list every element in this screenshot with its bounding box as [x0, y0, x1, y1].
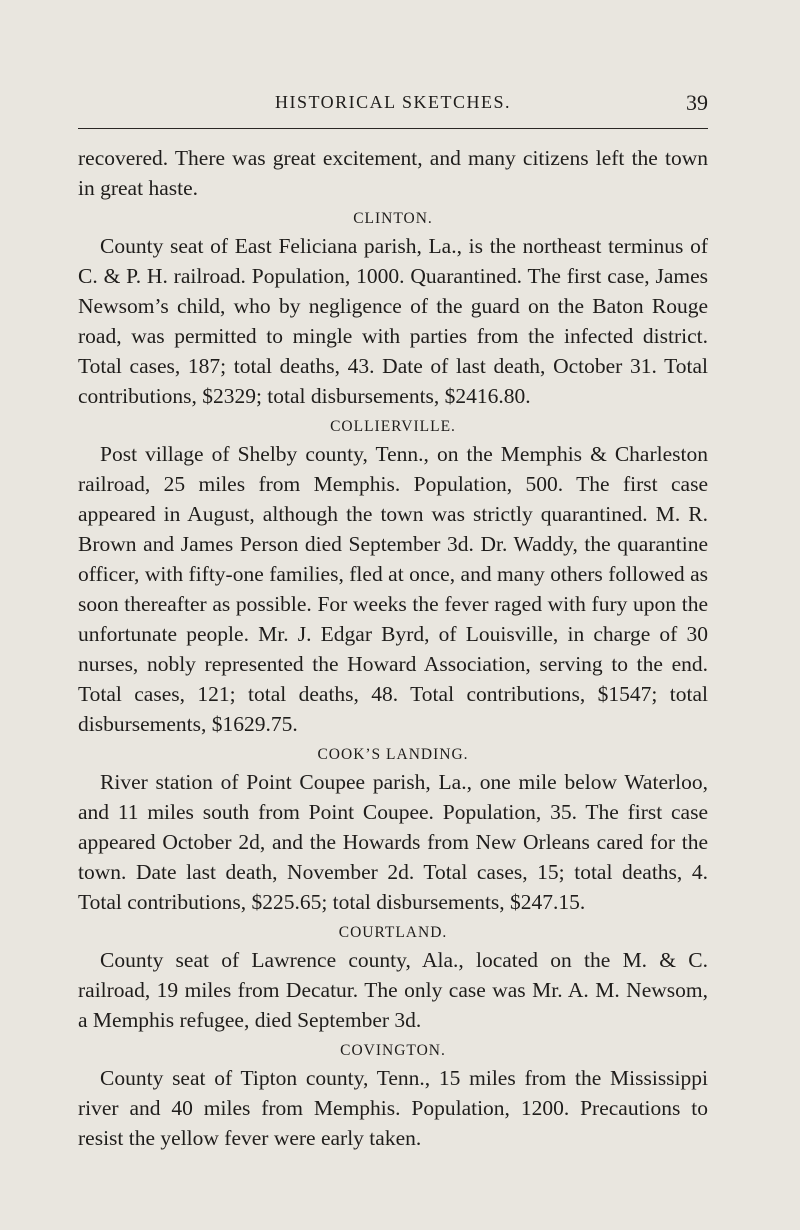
- running-title: HISTORICAL SKETCHES.: [274, 92, 511, 112]
- header-rule: [78, 128, 708, 129]
- section-heading-courtland: COURTLAND.: [338, 924, 448, 941]
- body-text: [78, 143, 708, 1153]
- section-paragraph-courtland: County seat of Lawrence county, Ala., located on the M. & C. railroad, 19 miles from Decatur. The only case was Mr. A. M. Newsom, a Memphis refugee, died September 3d.: [78, 948, 708, 1032]
- section-paragraph-cooks-landing: River station of Point Coupee parish, La., one mile below Waterloo, and 11 miles south from Point Coupee. Population, 35. The first case appeared October 2d, and the Howards from New Orleans cared for the town. Date last death, November 2d. Total cases, 15; total deaths, 4. Total contributions, $225.65; total disbursements, $247.15.: [78, 770, 708, 914]
- section-heading-collierville: COLLIERVILLE.: [330, 418, 456, 435]
- page-number: 39: [686, 90, 708, 115]
- section-paragraph-collierville: Post village of Shelby county, Tenn., on the Memphis & Charleston railroad, 25 miles from Memphis. Population, 500. The first case appeared in August, although the town was strictly quarantined. M. R. Brown and James Person died September 3d. Dr. Waddy, the quarantine officer, with fifty-one families, fled at once, and many others followed as soon thereafter as possible. For weeks the fever raged with fury upon the unfortunate people. Mr. J. Edgar Byrd, of Louisville, in charge of 30 nurses, nobly represented the Howard Association, serving to the end. Total cases, 121; total deaths, 48. Total contributions, $1547; total disbursements, $1629.75.: [78, 442, 708, 736]
- section-paragraph-covington: County seat of Tipton county, Tenn., 15 miles from the Mississippi river and 40 miles from Memphis. Population, 1200. Precautions to resist the yellow fever were early taken.: [78, 1066, 708, 1150]
- intro-paragraph: recovered. There was great excitement, and many citizens left the town in great haste.: [78, 146, 708, 200]
- section-heading-clinton: CLINTON.: [353, 210, 433, 227]
- page-header: [78, 92, 708, 122]
- section-paragraph-clinton: County seat of East Feliciana parish, La., is the northeast terminus of C. & P. H. railroad. Population, 1000. Quarantined. The first case, James Newsom’s child, who by negligence of the guard on the Baton Rouge road, was permitted to mingle with parties from the infected district. Total cases, 187; total deaths, 43. Date of last death, October 31. Total contributions, $2329; total disbursements, $2416.80.: [78, 234, 708, 408]
- section-heading-cooks-landing: COOK’S LANDING.: [317, 746, 469, 763]
- section-heading-covington: COVINGTON.: [340, 1042, 446, 1059]
